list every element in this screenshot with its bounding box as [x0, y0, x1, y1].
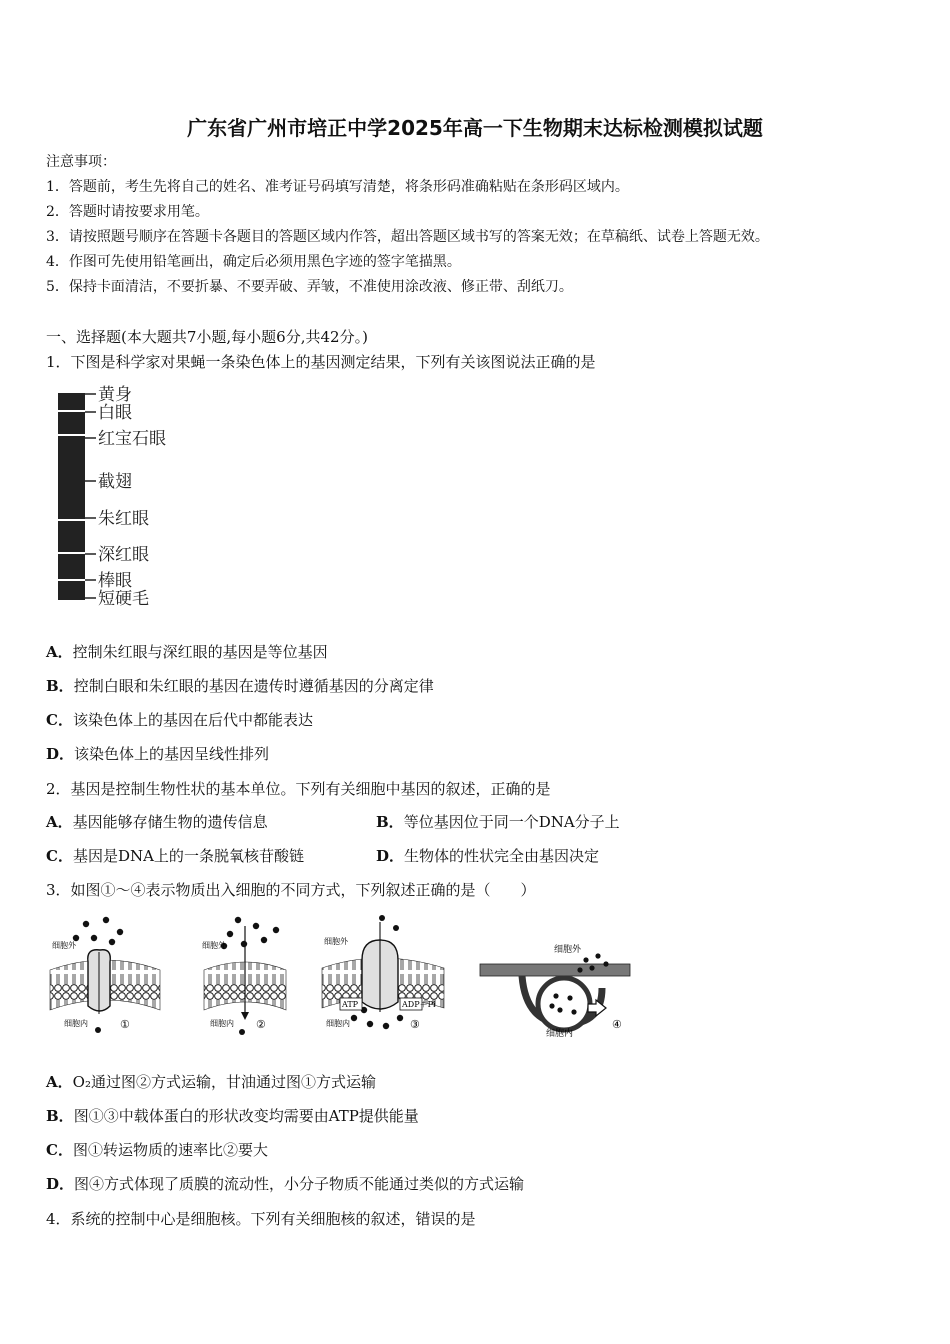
panel-number: ①: [120, 1018, 130, 1031]
q1-option-c: C．该染色体上的基因在后代中都能表达: [46, 711, 313, 729]
adp-label: ADP＋Pi: [402, 1000, 436, 1009]
q2-option-b: B．等位基因位于同一个DNA分子上: [376, 813, 620, 831]
panel-2-free-diffusion: [202, 917, 286, 1035]
q2-option-c: C．基因是DNA上的一条脱氧核苷酸链: [46, 847, 304, 865]
q2-option-a: A．基因能够存储生物的遗传信息: [46, 813, 268, 831]
q1-option-a: A．控制朱红眼与深红眼的基因是等位基因: [46, 643, 328, 661]
question-3-stem: 3．如图①～④表示物质出入细胞的不同方式，下列叙述正确的是（ ）: [46, 881, 536, 899]
panel-4-endocytosis: [480, 943, 630, 1039]
chromosome-bar: [58, 393, 85, 600]
notice-item: 3．请按照题号顺序在答题卡各题目的答题区域内作答，超出答题区域书写的答案无效；在草稿纸、试卷上答题无效。: [46, 229, 769, 245]
outside-label: 细胞外: [324, 937, 348, 946]
page-title: 广东省广州市培正中学2025年高一下生物期末达标检测模拟试题: [187, 116, 763, 140]
atp-label: ATP: [342, 1000, 359, 1009]
notice-item: 4．作图可先使用铅笔画出，确定后必须用黑色字迹的签字笔描黑。: [46, 254, 461, 270]
gene-label: 红宝石眼: [98, 429, 166, 449]
notice-item: 1．答题前，考生先将自己的姓名、准考证号码填写清楚，将条形码准确粘贴在条形码区域内。: [46, 179, 629, 195]
panel-number: ④: [612, 1018, 622, 1031]
gene-label: 深红眼: [98, 545, 149, 565]
notice-item: 2．答题时请按要求用笔。: [46, 204, 209, 220]
outside-label: 细胞外: [554, 945, 582, 955]
panel-1-carrier-diffusion: [50, 917, 160, 1033]
q2-option-d: D．生物体的性状完全由基因决定: [376, 847, 600, 865]
question-2-stem: 2．基因是控制生物性状的基本单位。下列有关细胞中基因的叙述，正确的是: [46, 780, 551, 798]
inside-label: 细胞内: [64, 1019, 88, 1028]
q3-option-a: A．O₂通过图②方式运输，甘油通过图①方式运输: [46, 1073, 376, 1091]
question-1-stem: 1．下图是科学家对果蝇一条染色体上的基因测定结果，下列有关该图说法正确的是: [46, 353, 596, 371]
q3-option-d: D．图④方式体现了质膜的流动性，小分子物质不能通过类似的方式运输: [46, 1175, 525, 1193]
gene-label: 白眼: [98, 403, 132, 423]
gene-label: 黄身: [98, 385, 132, 405]
outside-label: 细胞外: [202, 941, 226, 950]
section-heading: 一、选择题(本大题共7小题,每小题6分,共42分。): [46, 328, 368, 346]
inside-label: 细胞内: [326, 1019, 350, 1028]
q3-option-c: C．图①转运物质的速率比②要大: [46, 1141, 268, 1159]
gene-label: 短硬毛: [98, 589, 149, 609]
q1-option-d: D．该染色体上的基因呈线性排列: [46, 745, 270, 763]
gene-label: 截翅: [98, 472, 132, 492]
membrane-transport-figure: [46, 912, 636, 1042]
panel-number: ②: [256, 1018, 266, 1031]
panel-number: ③: [410, 1018, 420, 1031]
gene-label: 朱红眼: [98, 509, 149, 529]
chromosome-gene-map-figure: [46, 380, 196, 616]
panel-3-active-transport: [322, 915, 444, 1031]
question-4-stem: 4．系统的控制中心是细胞核。下列有关细胞核的叙述，错误的是: [46, 1210, 476, 1228]
q3-option-b: B．图①③中载体蛋白的形状改变均需要由ATP提供能量: [46, 1107, 419, 1125]
gene-label: 棒眼: [98, 571, 132, 591]
notice-item: 5．保持卡面清洁，不要折暴、不要弄破、弄皱，不准使用涂改液、修正带、刮纸刀。: [46, 279, 573, 295]
inside-label: 细胞内: [546, 1029, 574, 1039]
inside-label: 细胞内: [210, 1019, 234, 1028]
vesicle: [538, 978, 590, 1030]
outside-label: 细胞外: [52, 941, 76, 950]
q1-option-b: B．控制白眼和朱红眼的基因在遗传时遵循基因的分离定律: [46, 677, 434, 695]
notice-heading: 注意事项：: [46, 154, 116, 170]
